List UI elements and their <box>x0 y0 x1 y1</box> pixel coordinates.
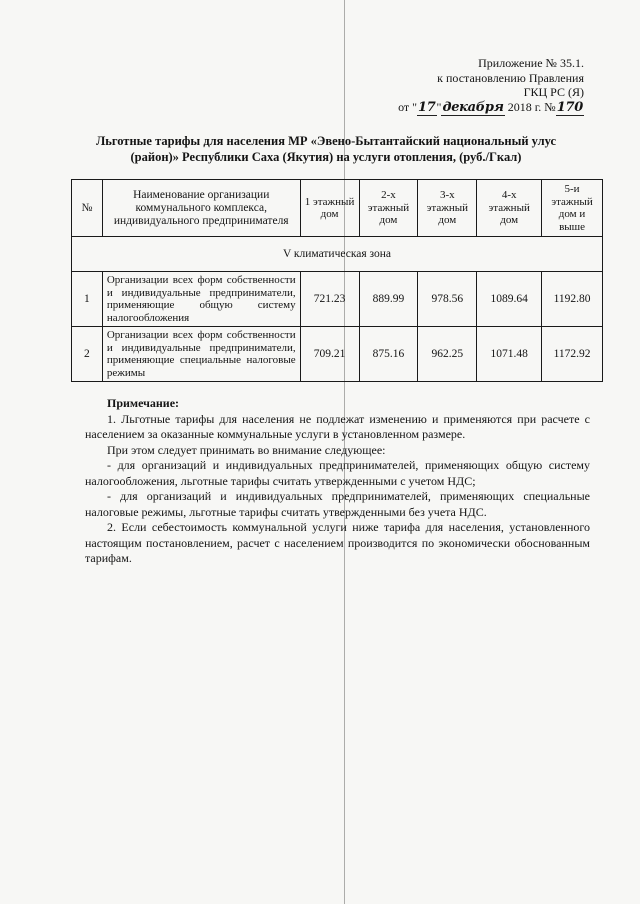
zone-row <box>72 237 603 272</box>
appendix-date-line <box>344 100 584 117</box>
header-floor-4: 4-х этажный дом <box>477 180 542 237</box>
header-floor-2: 2-х этажный дом <box>359 180 418 237</box>
note-paragraph-1: 1. Льготные тарифы для населения не подлежат изменению и применяются при расчете с населением за оказанные коммунальные услуги в установленном размере. <box>85 411 590 441</box>
document-title <box>88 133 564 165</box>
note-paragraph-4: - для организаций и индивидуальных предпринимателей, применяющих специальные налоговые режимы, льготные тарифы считать утвержденными без учета НДС. <box>85 489 590 519</box>
handwritten-day: 17 <box>418 99 436 115</box>
table-header-row <box>72 180 603 237</box>
appendix-header <box>344 56 584 116</box>
header-number: № <box>72 180 103 237</box>
note-section <box>85 396 590 567</box>
handwritten-month: декабря <box>442 99 504 115</box>
title-line-1: Льготные тарифы для населения МР «Эвено-Бытантайский национальный улус <box>95 134 557 148</box>
note-paragraph-5: 2. Если себестоимость коммунальной услуги ниже тарифа для населения, установленного настоящим постановлением, расчет с населением производится по экономически обоснованным тарифам. <box>85 520 590 565</box>
table-row <box>72 272 603 327</box>
handwritten-number: 170 <box>556 99 583 115</box>
tariff-table <box>71 179 603 382</box>
row-organization: Организации всех форм собственности и индивидуальные предприниматели, применяющие общую систему налогообложения <box>102 272 300 327</box>
header-floor-3: 3-х этажный дом <box>418 180 477 237</box>
row-value-floor-2: 889.99 <box>359 272 418 327</box>
row-value-floor-4: 1089.64 <box>477 272 542 327</box>
note-paragraph-2: При этом следует принимать во внимание следующее: <box>107 442 386 457</box>
header-floor-5: 5-и этажный дом и выше <box>542 180 603 237</box>
header-floor-1: 1 этажный дом <box>300 180 359 237</box>
row-value-floor-3: 978.56 <box>418 272 477 327</box>
title-line-2: (район)» Республики Саха (Якутия) на услуги отопления, (руб./Гкал) <box>130 150 522 164</box>
appendix-line-2: к постановлению Правления <box>437 70 584 85</box>
row-organization: Организации всех форм собственности и индивидуальные предприниматели, применяющие специальные налоговые режимы <box>102 327 300 382</box>
row-value-floor-1: 709.21 <box>300 327 359 382</box>
date-quote: " <box>436 99 442 114</box>
table-row <box>72 327 603 382</box>
note-paragraph-3: - для организаций и индивидуальных предпринимателей, применяющих общую систему налогообложения, льготные тарифы считать утвержденными с учетом НДС; <box>85 458 590 488</box>
header-organization: Наименование организации коммунального комплекса, индивидуального предпринимателя <box>102 180 300 237</box>
row-value-floor-1: 721.23 <box>300 272 359 327</box>
row-index: 1 <box>72 272 103 327</box>
note-heading: Примечание: <box>107 396 180 410</box>
climate-zone: V климатическая зона <box>72 237 603 272</box>
row-value-floor-5: 1172.92 <box>542 327 603 382</box>
row-value-floor-4: 1071.48 <box>477 327 542 382</box>
row-value-floor-5: 1192.80 <box>542 272 603 327</box>
row-index: 2 <box>72 327 103 382</box>
date-prefix: от " <box>398 99 418 114</box>
date-year: 2018 г. № <box>504 99 556 114</box>
row-value-floor-2: 875.16 <box>359 327 418 382</box>
row-value-floor-3: 962.25 <box>418 327 477 382</box>
appendix-line-3: ГКЦ РС (Я) <box>523 85 584 99</box>
appendix-line-1: Приложение № 35.1. <box>478 56 584 70</box>
